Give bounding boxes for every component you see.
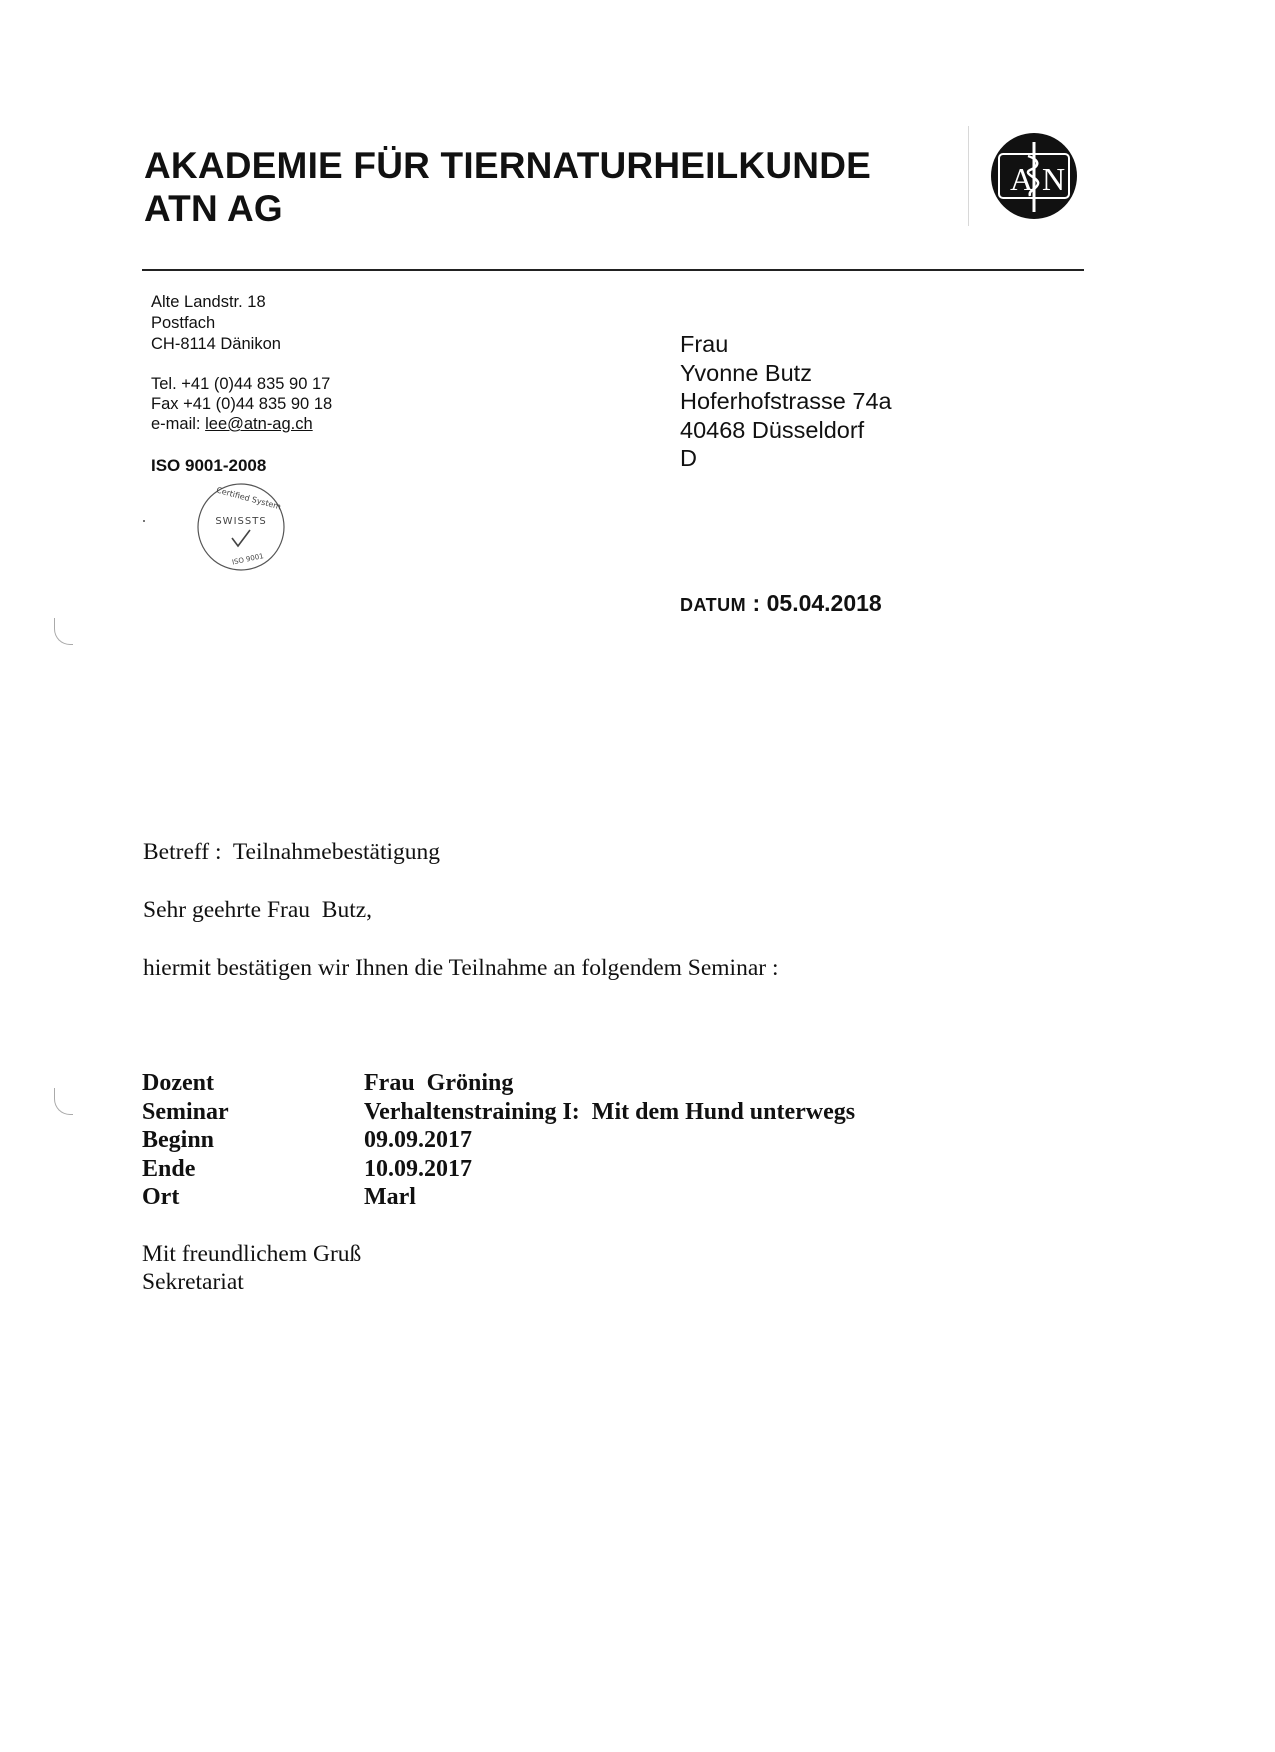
- detail-label: Ende: [142, 1155, 196, 1182]
- detail-value: Marl: [364, 1184, 416, 1210]
- detail-label: Beginn: [142, 1127, 215, 1153]
- atn-logo: [990, 132, 1078, 220]
- sender-postbox: Postfach: [151, 314, 216, 332]
- detail-value: 10.09.2017: [364, 1155, 472, 1182]
- letter-date: [680, 590, 882, 617]
- sender-fax: Fax +41 (0)44 835 90 18: [151, 395, 333, 413]
- date-value: 05.04.2018: [766, 590, 882, 616]
- letter-subject: Betreff : Teilnahmebestätigung: [143, 839, 441, 865]
- checkmark-icon: [232, 530, 250, 546]
- recipient-name: Yvonne Butz: [680, 359, 812, 386]
- recipient-city: 40468 Düsseldorf: [680, 416, 865, 443]
- logo-divider: [968, 126, 969, 226]
- date-separator: :: [752, 590, 761, 616]
- iso-certification: ISO 9001-2008: [151, 456, 267, 475]
- letter-greeting: Sehr geehrte Frau Butz,: [143, 897, 373, 923]
- date-label: DATUM: [680, 595, 747, 615]
- sender-email-link[interactable]: lee@atn-ag.ch: [205, 415, 313, 433]
- sender-city: CH-8114 Dänikon: [151, 335, 281, 353]
- certification-seal: [194, 480, 288, 574]
- recipient-address: [680, 330, 892, 473]
- punch-hole-mark: [54, 1088, 73, 1115]
- logo-letter-n: N: [1042, 161, 1066, 197]
- letter-closing: Mit freundlichem Gruß: [142, 1241, 362, 1267]
- punch-hole-mark: [54, 618, 73, 645]
- detail-value: Frau Gröning: [364, 1070, 514, 1096]
- sender-phone: Tel. +41 (0)44 835 90 17: [151, 375, 331, 393]
- header-rule: [142, 269, 1084, 271]
- detail-value: Verhaltenstraining I: Mit dem Hund unterwegs: [364, 1098, 856, 1125]
- seal-text-bottom: ISO 9001: [231, 552, 265, 567]
- detail-value: 09.09.2017: [364, 1127, 472, 1153]
- organization-name-line2: ATN AG: [144, 188, 283, 229]
- organization-name: AKADEMIE FÜR TIERNATURHEILKUNDE: [144, 145, 871, 186]
- recipient-salutation: Frau: [680, 331, 729, 357]
- seal-text-top: Certified System: [215, 485, 282, 512]
- recipient-country: D: [680, 445, 697, 471]
- letter-signature: Sekretariat: [142, 1269, 244, 1295]
- sender-email-label: e-mail:: [151, 415, 201, 433]
- seal-text-mid: SWISSTS: [215, 516, 267, 527]
- logo-letter-a: A: [1010, 161, 1034, 197]
- letter-intro: hiermit bestätigen wir Ihnen die Teilnahme an folgendem Seminar :: [143, 955, 779, 981]
- detail-label: Dozent: [142, 1070, 214, 1096]
- scan-speck: [143, 520, 145, 522]
- sender-street: Alte Landstr. 18: [151, 293, 266, 311]
- recipient-street: Hoferhofstrasse 74a: [680, 388, 892, 414]
- detail-label: Seminar: [142, 1098, 229, 1125]
- detail-label: Ort: [142, 1184, 180, 1210]
- sender-email-row: [151, 414, 313, 434]
